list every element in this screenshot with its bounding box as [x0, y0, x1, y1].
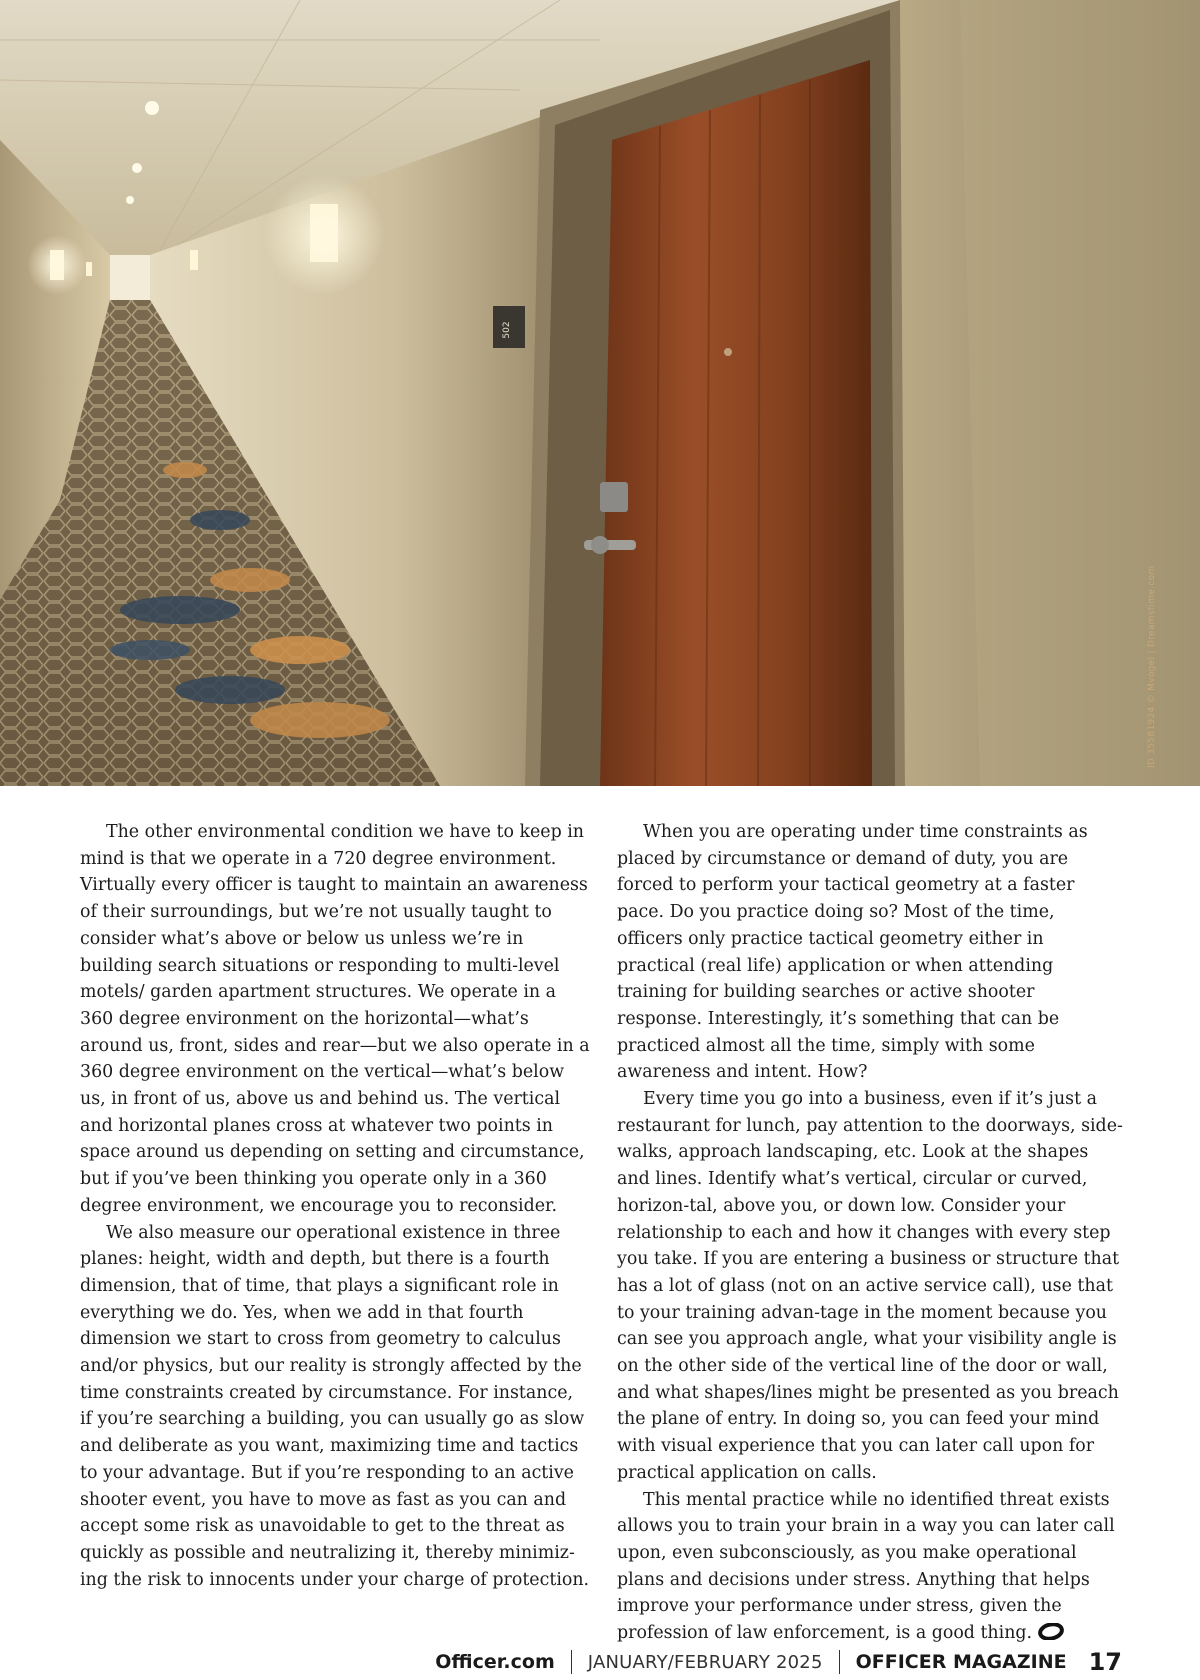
- door-lock: [600, 482, 628, 512]
- footer-divider: [839, 1650, 840, 1674]
- ceiling-light: [145, 101, 159, 115]
- footer-issue: JANUARY/FEBRUARY 2025: [587, 1651, 823, 1673]
- room-door: [600, 60, 872, 786]
- article-column-right: [617, 819, 1123, 1647]
- paragraph: Every time you go into a business, even if it’s just a restaurant for lunch, pay attention to the doorways, side-walks, approach landscaping, etc. Look at the shapes and lines. Identify what’s vertical, circular or curved, horizon-tal, above you, or down low. Consider your relationship to each and how it changes with every step you take. If you are entering a business or structure that has a lot of glass (not on an active service call), use that to your training advan-tage in the moment because you can see you approach angle, what your visibility angle is on the other side of the vertical line of the door or wall, and what shapes/lines might be presented as you breach the plane of entry. In doing so, you can feed your mind with visual experience that you can later call upon for practical application on calls.: [617, 1089, 1123, 1483]
- paragraph: The other environmental condition we have to keep in mind is that we operate in a 720 degree environment. Virtually every officer is taught to maintain an awareness of their surroundings, but we’re not usually taught to consider what’s above or below us unless we’re in building search situations or responding to multi-level motels/ garden apartment structures. We operate in a 360 degree environment on the horizontal—what’s around us, front, sides and rear—but we also operate in a 360 degree environment on the vertical—what’s below us, in front of us, above us and behind us. The vertical and horizontal planes cross at whatever two points in space around us depending on setting and circumstance, but if you’ve been thinking you operate only in a 360 degree environment, we encourage you to reconsider.: [80, 822, 590, 1216]
- paragraph: When you are operating under time constraints as placed by circumstance or demand of duty, you are forced to perform your tactical geometry at a faster pace. Do you practice doing so? Most of the time, officers only practice tactical geometry either in practical (real life) application or when attending training for building searches or active shooter response. Interestingly, it’s something that can be practiced almost all the time, simply with some awareness and intent. How?: [617, 822, 1088, 1083]
- page-footer: [435, 1647, 1122, 1677]
- paragraph: We also measure our operational existence in three planes: height, width and depth, but there is a fourth dimension, that of time, that plays a significant role in everything we do. Yes, when we add in that fourth dimension we start to cross from geometry to calculus and/or physics, but our reality is strongly affected by the time constraints created by circumstance. For instance, if you’re searching a building, you can usually go as slow and deliberate as you want, maximizing time and tactics to your advantage. But if you’re responding to an active shooter event, you have to move as fast as you can and accept some risk as unavoidable to get to the threat as quickly as possible and neutralizing it, thereby minimiz-ing the risk to innocents under your charge of protection.: [80, 1222, 590, 1590]
- footer-divider: [571, 1650, 572, 1674]
- corridor-end: [110, 255, 150, 300]
- page-number: 17: [1088, 1648, 1122, 1676]
- peephole: [724, 348, 732, 356]
- hero-photo: [0, 0, 1200, 786]
- paragraph-final-text: This mental practice while no identified threat exists allows you to train your brain in a way you can later call upon, even subconsciously, as you make operational plans and decisions under stress. Anything that helps improve your performance under stress, given the profession of law enforcement, is a good thing.: [617, 1489, 1115, 1644]
- corridor-illustration: [0, 0, 1200, 786]
- footer-site: Officer.com: [435, 1651, 555, 1673]
- room-sign-number: 502: [502, 321, 512, 339]
- article-column-left: [80, 819, 590, 1593]
- end-mark-icon: [1038, 1623, 1064, 1640]
- footer-magazine: OFFICER MAGAZINE: [855, 1651, 1067, 1673]
- paragraph-final: [617, 1487, 1123, 1647]
- photo-credit: ID 35581924 © Mvogel | Dreamstime.com: [1147, 565, 1157, 768]
